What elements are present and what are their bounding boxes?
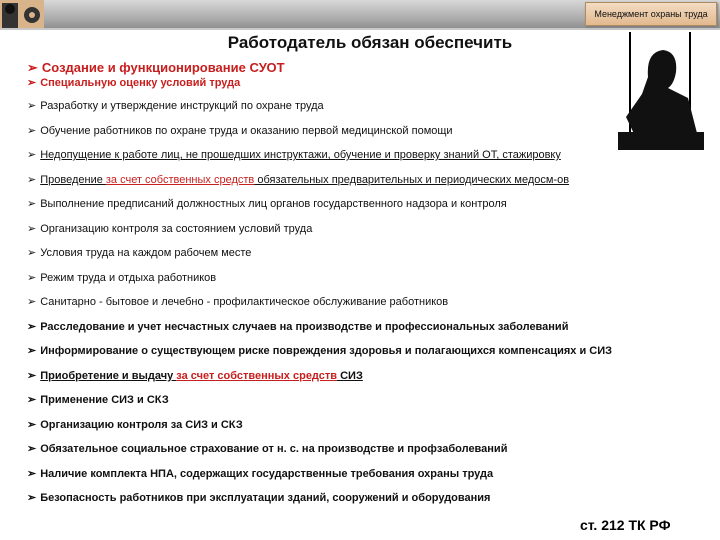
duty-list-item	[27, 369, 363, 382]
item-text: обязательных предварительных и периодических медосм-ов	[254, 174, 570, 186]
man-on-phone-illustration	[618, 32, 704, 150]
bullet-arrow-icon: ➢	[27, 60, 38, 75]
bullet-arrow-icon: ➢	[27, 100, 37, 112]
duty-list-item	[27, 76, 240, 89]
item-text: Создание и функционирование СУОТ	[41, 60, 285, 75]
bullet-arrow-icon: ➢	[27, 125, 37, 137]
duty-list-item	[27, 344, 612, 357]
duty-list-item	[27, 60, 285, 76]
bullet-arrow-icon: ➢	[27, 468, 37, 480]
bullet-arrow-icon: ➢	[27, 394, 37, 406]
bullet-arrow-icon: ➢	[27, 492, 37, 504]
item-text: Условия труда на каждом рабочем месте	[40, 247, 252, 259]
duty-list-item	[27, 320, 568, 333]
item-text: Расследование и учет несчастных случаев на производстве и профессиональных заболеваний	[40, 321, 569, 333]
item-text: Организацию контроля за СИЗ и СКЗ	[40, 419, 243, 431]
bullet-arrow-icon: ➢	[27, 345, 37, 357]
item-text: Выполнение предписаний должностных лиц органов государственного надзора и контроля	[40, 198, 507, 210]
item-text: Режим труда и отдыха работников	[40, 272, 217, 284]
item-text: Обучение работников по охране труда и оказанию первой медицинской помощи	[40, 125, 453, 137]
item-text: Приобретение и выдачу	[40, 370, 177, 382]
item-text: Специальную оценку условий труда	[40, 77, 241, 89]
duty-list-item	[27, 148, 561, 161]
duty-list-item	[27, 418, 243, 431]
duty-list-item	[27, 173, 569, 186]
item-text: Санитарно - бытовое и лечебно - профилактическое обслуживание работников	[40, 296, 449, 308]
item-text: Наличие комплекта НПА, содержащих государственные требования охраны труда	[40, 468, 494, 480]
legal-reference: ст. 212 ТК РФ	[580, 517, 671, 533]
logo-icon	[0, 0, 44, 28]
duty-list-item	[27, 467, 493, 480]
bullet-arrow-icon: ➢	[27, 149, 37, 161]
item-text: Информирование о существующем риске повреждения здоровья и полагающихся компенсациях и СИЗ	[40, 345, 613, 357]
duty-list-item	[27, 491, 490, 504]
duty-list-item	[27, 295, 448, 308]
duty-list-item	[27, 271, 216, 284]
top-bar	[0, 0, 720, 30]
item-text: Обязательное социальное страхование от н. с. на производстве и профзаболеваний	[40, 443, 508, 455]
bullet-arrow-icon: ➢	[27, 296, 37, 308]
bullet-arrow-icon: ➢	[27, 443, 37, 455]
item-text-highlight: за счет собственных средств	[105, 174, 255, 186]
bullet-arrow-icon: ➢	[27, 198, 37, 210]
bullet-arrow-icon: ➢	[27, 419, 37, 431]
bullet-arrow-icon: ➢	[27, 247, 37, 259]
duty-list-item	[27, 442, 507, 455]
item-text: Применение СИЗ и СКЗ	[40, 394, 169, 406]
bullet-arrow-icon: ➢	[27, 321, 37, 333]
item-text: Недопущение к работе лиц, не прошедших инструктажи, обучение и проверку знаний ОТ, стажировку	[40, 149, 561, 161]
item-text: Разработку и утверждение инструкций по охране труда	[40, 100, 324, 112]
bullet-arrow-icon: ➢	[27, 77, 37, 89]
duty-list-item	[27, 99, 324, 112]
duty-list-item	[27, 246, 251, 259]
item-text: СИЗ	[337, 370, 363, 382]
item-text: Проведение	[40, 174, 106, 186]
page-title: Работодатель обязан обеспечить	[227, 33, 513, 52]
bullet-arrow-icon: ➢	[27, 174, 37, 186]
duty-list-item	[27, 222, 312, 235]
duty-list-item	[27, 124, 453, 137]
bullet-arrow-icon: ➢	[27, 370, 37, 382]
duty-list-item	[27, 393, 169, 406]
item-text: Организацию контроля за состоянием условий труда	[40, 223, 313, 235]
nav-button-ohs-management[interactable]: Менеджмент охраны труда	[585, 2, 717, 26]
item-text-highlight: за счет собственных средств	[176, 370, 338, 382]
bullet-arrow-icon: ➢	[27, 223, 37, 235]
duty-list-item	[27, 197, 507, 210]
bullet-arrow-icon: ➢	[27, 272, 37, 284]
item-text: Безопасность работников при эксплуатации зданий, сооружений и оборудования	[40, 492, 491, 504]
